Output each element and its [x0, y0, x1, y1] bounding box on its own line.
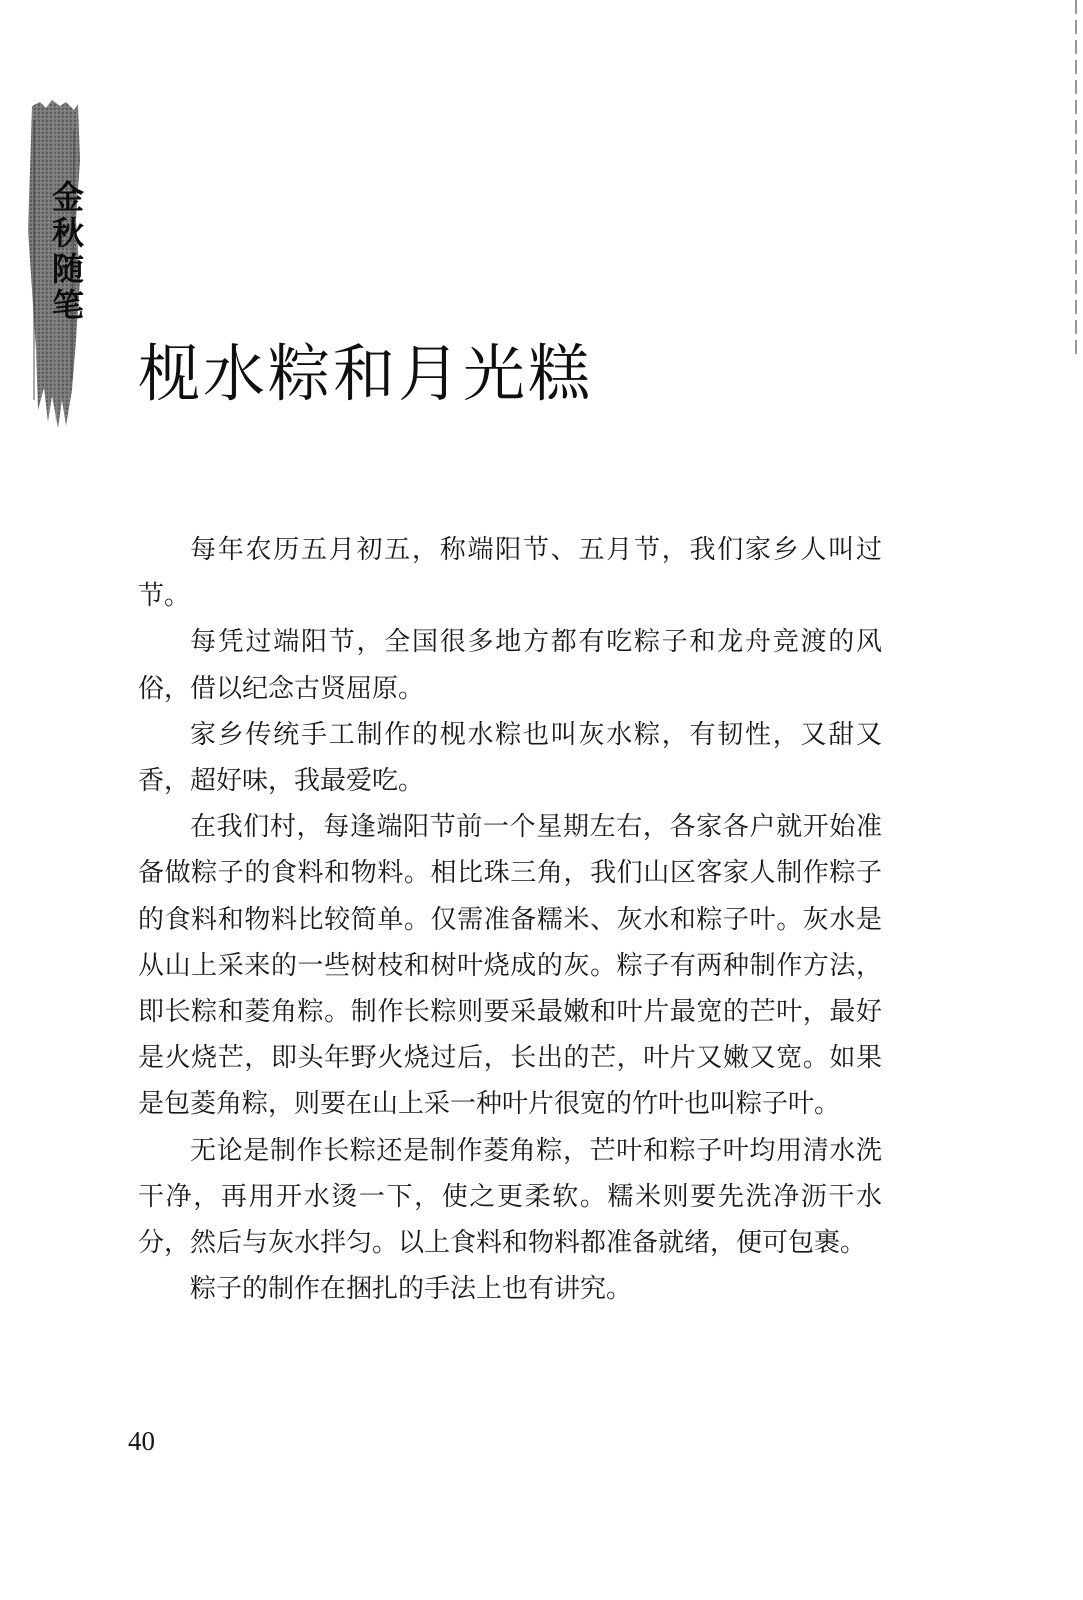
series-brush-label	[26, 100, 85, 430]
paragraph: 无论是制作长粽还是制作菱角粽，芒叶和粽子叶均用清水洗干净，再用开水烫一下，使之更柔软。糯米则要先洗净沥干水分，然后与灰水拌匀。以上食料和物料都准备就绪，便可包裹。	[138, 1135, 882, 1259]
scan-edge-artifact	[1075, 0, 1077, 360]
paragraph: 家乡传统手工制作的枧水粽也叫灰水粽，有韧性，又甜又香，超好味，我最爱吃。	[138, 719, 882, 797]
paragraph: 在我们村，每逢端阳节前一个星期左右，各家各户就开始准备做粽子的食料和物料。相比珠三角，我们山区客家人制作粽子的食料和物料比较简单。仅需准备糯米、灰水和粽子叶。灰水是从山上采来的一些树枝和树叶烧成的灰。粽子有两种制作方法，即长粽和菱角粽。制作长粽则要采最嫩和叶片最宽的芒叶，最好是火烧芒，即头年野火烧过后，长出的芒，叶片又嫩又宽。如果是包菱角粽，则要在山上采一种叶片很宽的竹叶也叫粽子叶。	[138, 812, 882, 1120]
paragraph: 粽子的制作在捆扎的手法上也有讲究。	[190, 1274, 633, 1305]
article-title: 枧水粽和月光糕	[138, 337, 594, 410]
series-label-wrap	[32, 144, 85, 344]
article-body	[138, 527, 882, 1312]
series-label: 金秋随笔	[47, 180, 85, 324]
paragraph: 每凭过端阳节，全国很多地方都有吃粽子和龙舟竞渡的风俗，借以纪念古贤屈原。	[138, 627, 882, 704]
paragraph: 每年农历五月初五，称端阳节、五月节，我们家乡人叫过节。	[138, 535, 882, 612]
page-number: 40	[128, 1426, 155, 1456]
